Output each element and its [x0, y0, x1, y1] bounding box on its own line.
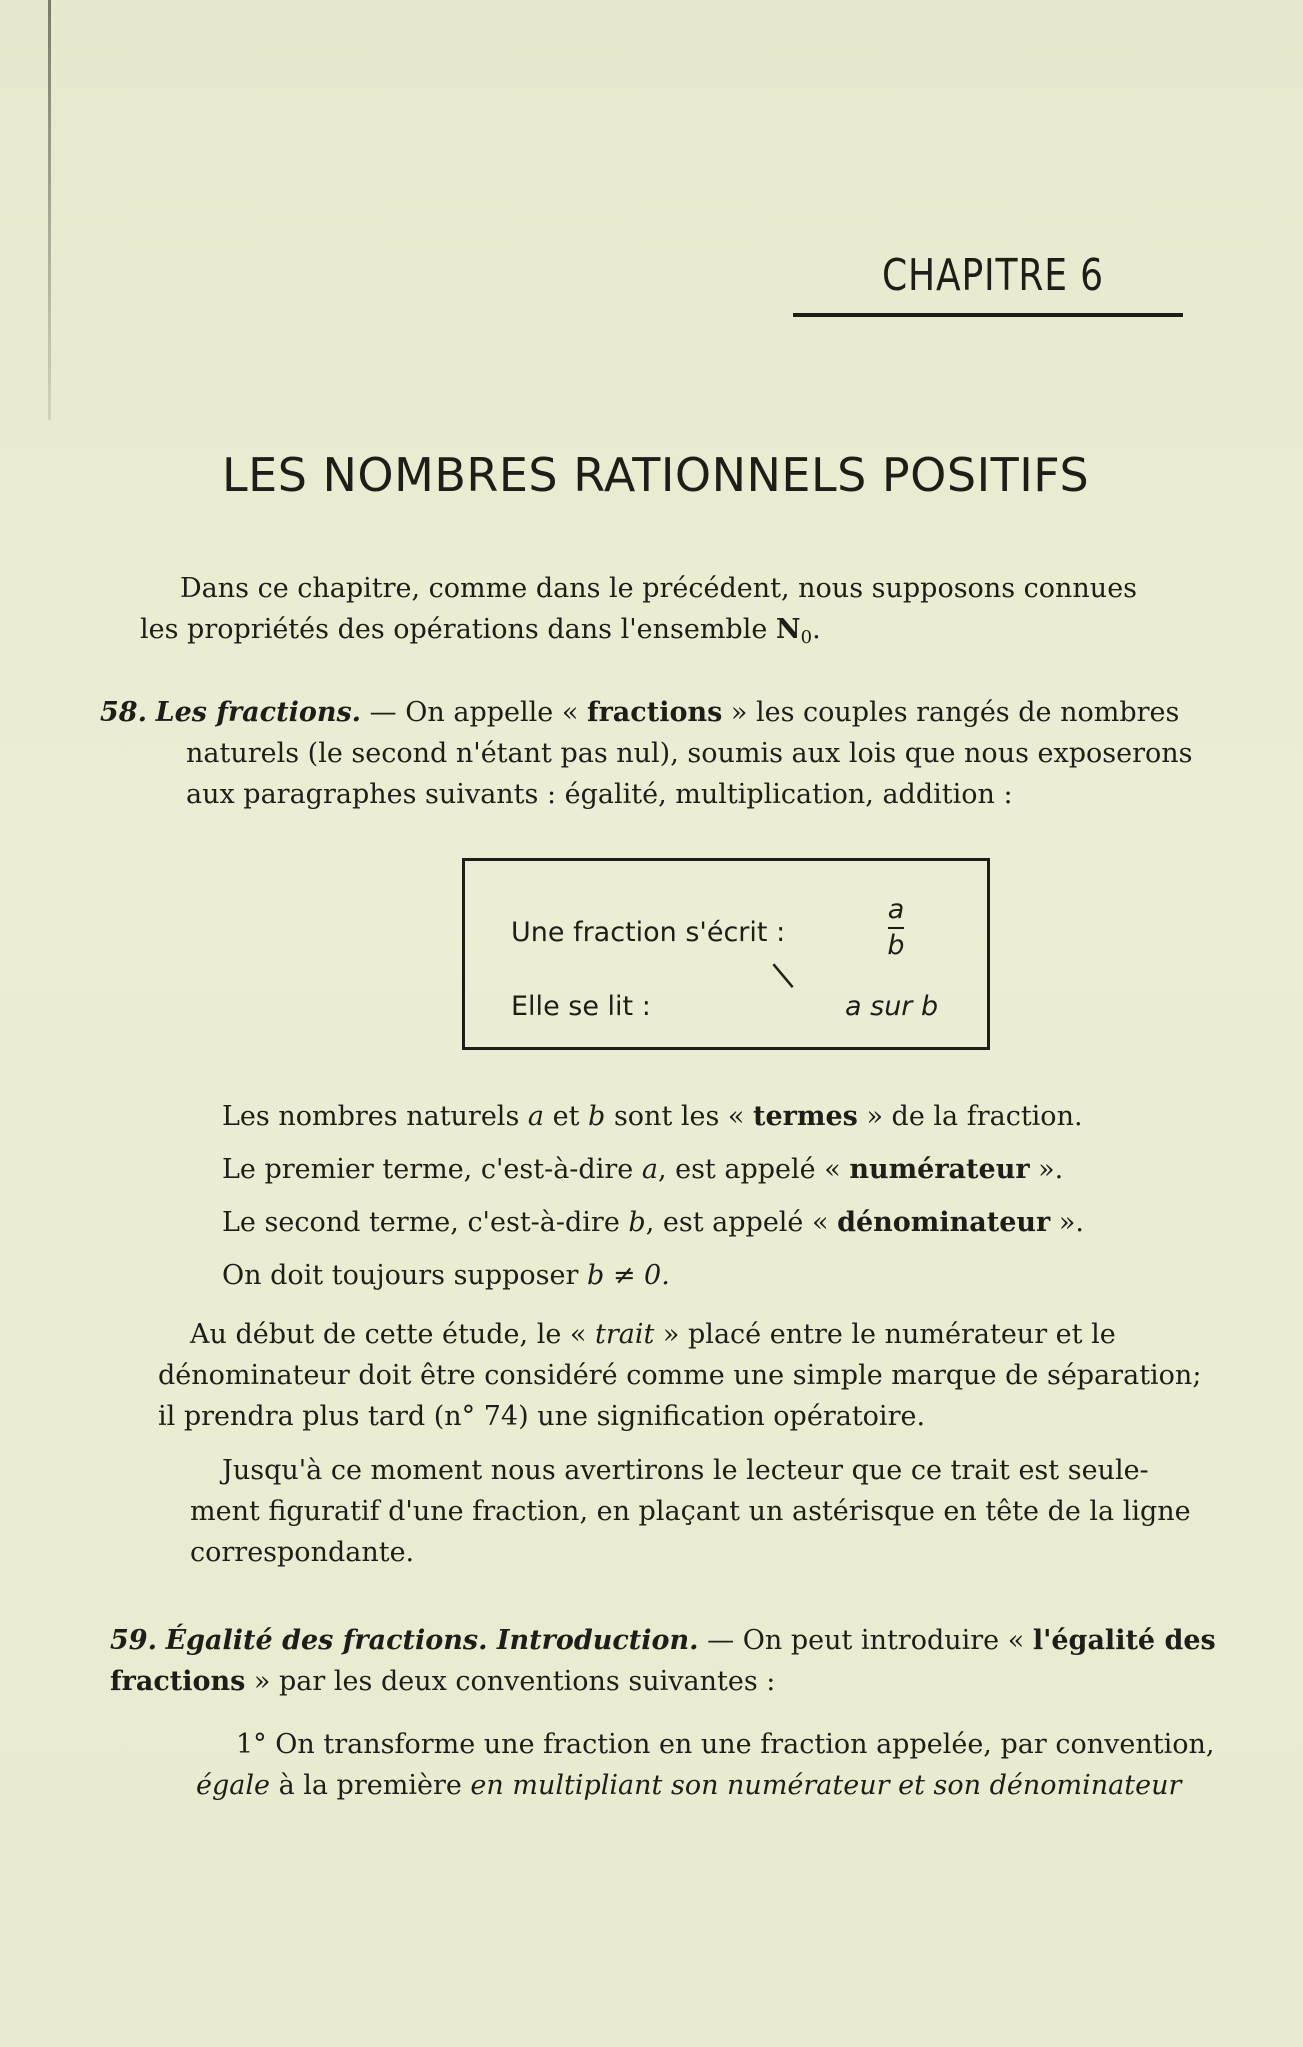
var-a: a — [527, 1101, 545, 1132]
box-fraction — [883, 895, 909, 961]
box-reads-label: Elle se lit : — [511, 991, 651, 1022]
trait-a: Au début de cette étude, le « — [190, 1319, 595, 1350]
trait-paragraph — [158, 1314, 1270, 1437]
trait-line2: dénominateur doit être considéré comme une simple marque de séparation; — [158, 1360, 1202, 1391]
section-58-text1: les couples rangés de nombres — [755, 697, 1180, 728]
intro-paragraph — [140, 568, 1260, 658]
kw-trait: trait — [595, 1319, 655, 1350]
fraction-definition-box — [462, 858, 990, 1050]
box-numerator: a — [887, 894, 905, 925]
terms-line1 — [222, 1096, 1272, 1137]
kw-termes: termes — [753, 1101, 858, 1132]
t3a: Le second terme, c'est-à-dire — [222, 1207, 620, 1238]
chapter-rule — [793, 313, 1183, 317]
t1d: » de la fraction. — [857, 1101, 1083, 1132]
rule1-egale: égale — [196, 1770, 270, 1801]
t4a: On doit toujours supposer — [222, 1260, 579, 1291]
t2a: Le premier terme, c'est-à-dire — [222, 1154, 634, 1185]
rule1-line2 — [196, 1765, 1276, 1806]
jusqu-line2: ment figuratif d'une fraction, en plaçant un astérisque en tête de la ligne — [190, 1496, 1191, 1527]
section-58-line3: aux paragraphes suivants : égalité, multiplication, addition : — [186, 779, 1013, 810]
rule1-d: en multipliant son numérateur et son dénominateur — [470, 1770, 1182, 1801]
section-58-number: 58. — [100, 697, 147, 728]
box-denominator: b — [887, 930, 905, 961]
var-b: b — [628, 1207, 646, 1238]
set-symbol: N — [775, 614, 801, 645]
pen-mark: | — [766, 957, 798, 992]
fraction-bar — [888, 927, 904, 929]
var-a: a — [641, 1154, 658, 1185]
intro-end: . — [812, 614, 821, 645]
kw-denominateur: dénominateur — [837, 1207, 1051, 1238]
section-58 — [100, 692, 1270, 815]
t1c: sont les « — [613, 1101, 754, 1132]
section-59-text2: » par les deux conventions suivantes : — [245, 1666, 776, 1697]
set-subscript: 0 — [800, 627, 813, 648]
jusqu-line3: correspondante. — [190, 1537, 415, 1568]
section-59-heading: Égalité des fractions. Introduction. — [165, 1625, 699, 1656]
t2c: ». — [1029, 1154, 1064, 1185]
section-58-line2: naturels (le second n'étant pas nul), soumis aux lois que nous exposerons — [186, 738, 1193, 769]
section-59 — [110, 1620, 1275, 1702]
rule-1-paragraph — [196, 1724, 1276, 1806]
jusqu-line1: Jusqu'à ce moment nous avertirons le lecteur que ce trait est seule- — [222, 1455, 1149, 1486]
terms-paragraph — [222, 1096, 1272, 1308]
section-58-kw-close: » — [722, 697, 756, 728]
intro-line1: Dans ce chapitre, comme dans le précédent, nous supposons connues — [180, 573, 1138, 604]
box-reading: a sur b — [845, 991, 939, 1022]
section-58-kw-open: « — [553, 697, 587, 728]
terms-line4 — [222, 1255, 1272, 1296]
intro-line2-text: les propriétés des opérations dans l'ensemble — [140, 614, 768, 645]
section-59-text1: — On peut introduire « — [698, 1625, 1033, 1656]
rule1-a: 1° On transforme une fraction en une fraction appelée, par convention, — [236, 1729, 1215, 1760]
section-59-keyword: l'égalité des fractions — [110, 1625, 1216, 1697]
t1b: et — [552, 1101, 580, 1132]
chapter-label: CHAPITRE 6 — [882, 250, 1105, 301]
chapter-title: LES NOMBRES RATIONNELS POSITIFS — [222, 448, 1090, 502]
terms-line2 — [222, 1149, 1272, 1190]
intro-line2 — [140, 609, 1260, 658]
asterisk-paragraph — [190, 1450, 1272, 1573]
t1a: Les nombres naturels — [222, 1101, 520, 1132]
chapter-header — [793, 250, 1183, 317]
section-59-number: 59. — [110, 1625, 157, 1656]
trait-b: » placé entre le numérateur et le — [654, 1319, 1116, 1350]
box-writes-label: Une fraction s'écrit : — [511, 917, 786, 948]
rule1-c: à la première — [269, 1770, 471, 1801]
trait-line3: il prendra plus tard (n° 74) une signification opératoire. — [158, 1401, 926, 1432]
t2b: , est appelé « — [657, 1154, 850, 1185]
section-58-heading: Les fractions. — [155, 697, 362, 728]
var-b: b — [588, 1101, 606, 1132]
terms-line3 — [222, 1202, 1272, 1243]
t3b: , est appelé « — [645, 1207, 838, 1238]
b-not-zero: b ≠ 0. — [586, 1260, 670, 1291]
t3c: ». — [1050, 1207, 1084, 1238]
section-58-keyword: fractions — [586, 697, 723, 728]
scan-margin-line — [48, 0, 51, 420]
section-58-dash: — On appelle — [361, 697, 554, 728]
kw-numerateur: numérateur — [849, 1154, 1030, 1185]
